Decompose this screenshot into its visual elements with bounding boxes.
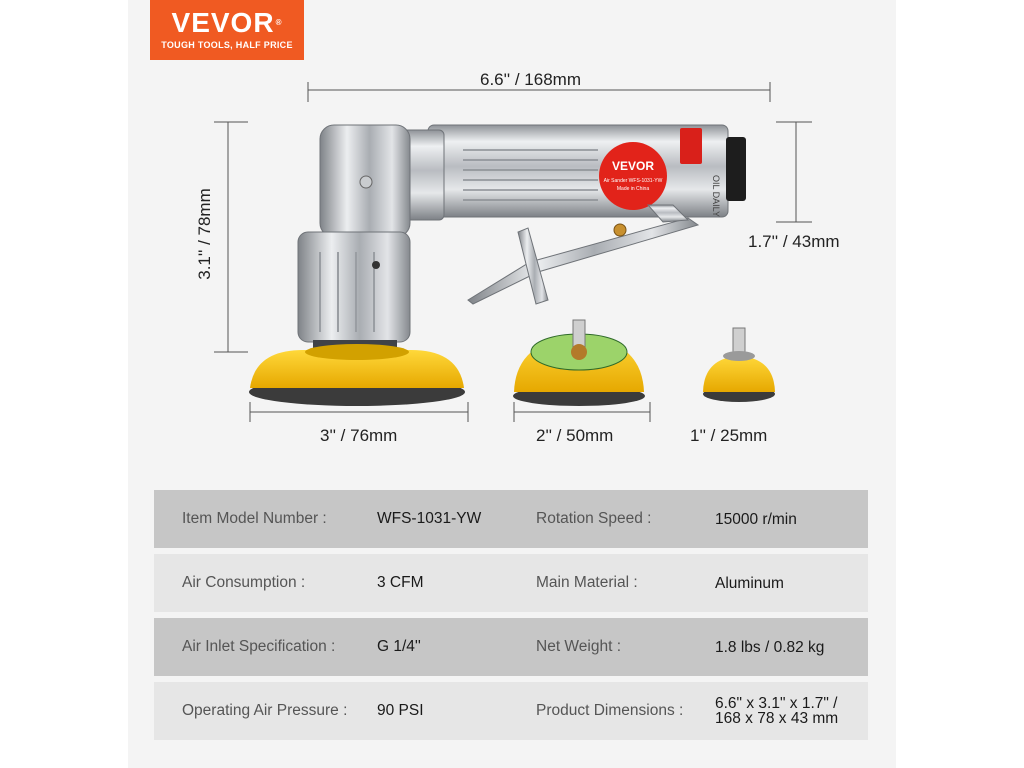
svg-text:Air Sander WFS-1031-YW: Air Sander WFS-1031-YW <box>603 178 663 184</box>
spec-row <box>154 490 868 548</box>
spec-value: 15000 r/min <box>715 510 797 528</box>
spec-value: Aluminum <box>715 574 784 592</box>
spec-label: Operating Air Pressure : <box>182 702 348 719</box>
spec-row <box>154 554 868 612</box>
dim-width-label: 1.7'' / 43mm <box>748 232 840 251</box>
dim-pad-medium-label: 2'' / 50mm <box>536 426 614 445</box>
spec-table <box>154 490 868 746</box>
brand-name: VEVOR® <box>171 7 283 38</box>
spec-label: Item Model Number : <box>182 510 327 527</box>
svg-text:Made in China: Made in China <box>616 186 650 192</box>
throttle-lever <box>468 205 698 304</box>
angle-head <box>298 125 410 354</box>
spec-label: Air Inlet Specification : <box>182 638 336 655</box>
spec-value <box>715 682 838 740</box>
spec-value: 1.8 lbs / 0.82 kg <box>715 638 825 656</box>
spec-label: Net Weight : <box>536 638 622 655</box>
spec-label: Main Material : <box>536 574 638 591</box>
spec-label: Product Dimensions : <box>536 702 684 719</box>
spec-value: 3 CFM <box>377 574 424 591</box>
dim-pad-small-label: 1'' / 25mm <box>690 426 768 445</box>
product-canvas <box>128 0 896 768</box>
dim-height-label: 3.1'' / 78mm <box>195 188 214 280</box>
spec-value: WFS-1031-YW <box>377 510 482 527</box>
spec-value-line: 168 x 78 x 43 mm <box>715 710 839 727</box>
spec-value: G 1/4'' <box>377 638 421 655</box>
spec-row <box>154 682 868 740</box>
spec-value: 90 PSI <box>377 702 424 719</box>
spec-label: Air Consumption : <box>182 574 306 591</box>
product-figure <box>128 0 896 480</box>
pad-large-3in <box>249 344 465 406</box>
spec-label: Rotation Speed : <box>536 510 652 527</box>
spec-value-line: 6.6" x 3.1" x 1.7" / <box>715 695 838 712</box>
svg-text:VEVOR: VEVOR <box>611 159 655 173</box>
sander-body <box>398 125 746 220</box>
spec-row <box>154 618 868 676</box>
pad-medium-2in <box>513 320 645 406</box>
brand-slogan: TOUGH TOOLS, HALF PRICE <box>161 40 293 50</box>
dim-length-label: 6.6'' / 168mm <box>480 70 581 89</box>
pad-small-1in <box>703 328 775 402</box>
svg-text:OIL DAILY: OIL DAILY <box>711 175 721 218</box>
dim-pad-large-label: 3'' / 76mm <box>320 426 398 445</box>
